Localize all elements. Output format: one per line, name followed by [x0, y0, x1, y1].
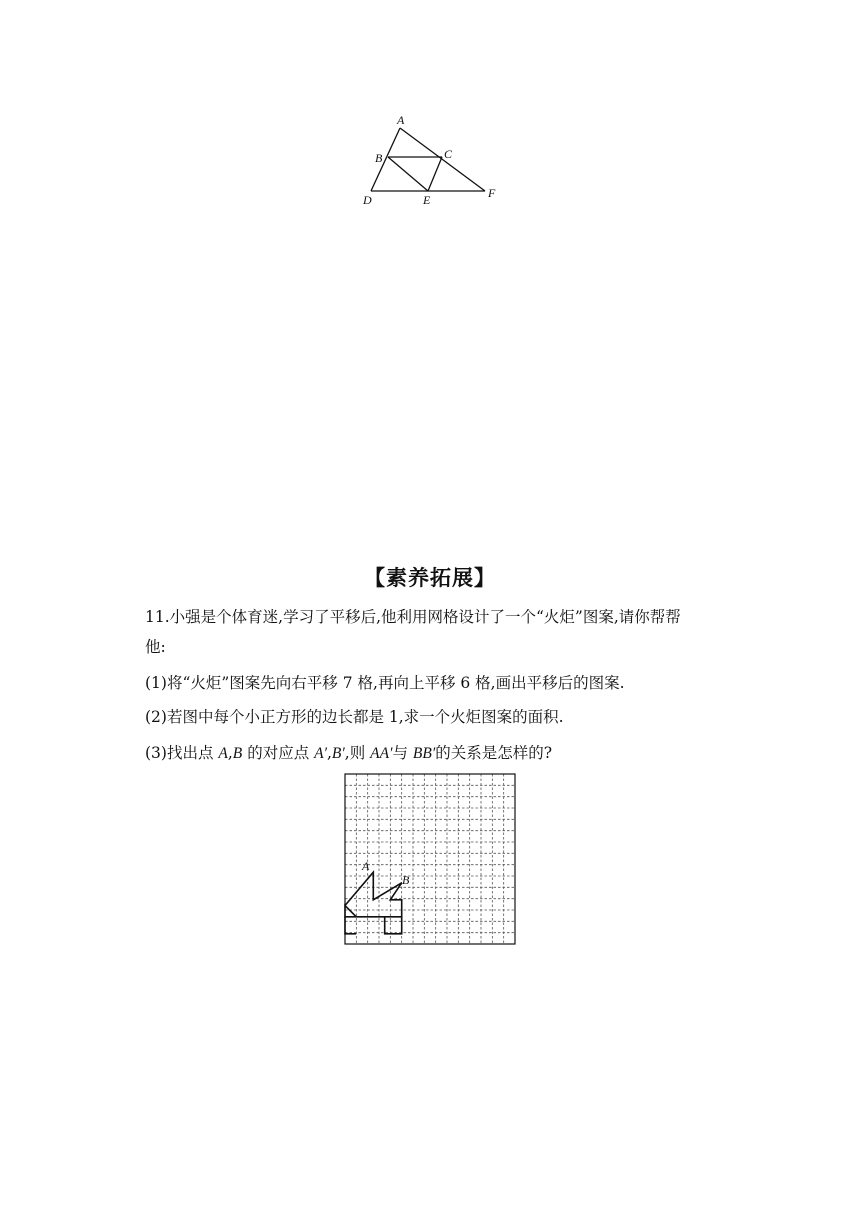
section-heading: 【素养拓展】 — [364, 566, 496, 590]
segment-BE — [388, 157, 428, 191]
part3-var-A-prime: A′ — [314, 745, 327, 762]
torch-pattern — [345, 872, 402, 934]
question-11-stem-continued: 他: — [145, 638, 166, 656]
part3-text-2: , — [227, 744, 233, 762]
grid-border — [345, 774, 515, 944]
label-E: E — [423, 193, 431, 207]
label-B: B — [375, 151, 383, 165]
part3-var-B-prime: B′ — [331, 745, 345, 762]
grid-lines — [345, 774, 515, 944]
part3-text-6: 与 — [392, 744, 413, 762]
part3-text-1: (3)找出点 — [145, 744, 219, 762]
label-point-B: B — [402, 873, 410, 887]
question-11-part-3 — [145, 742, 745, 765]
part3-text-5: ,则 — [344, 744, 371, 762]
part3-var-BB-prime: BB′ — [412, 745, 436, 762]
label-C: C — [444, 147, 453, 161]
part3-var-A: A — [218, 745, 228, 762]
label-point-A: A — [362, 859, 370, 873]
torch-handle-left — [345, 917, 356, 934]
torch-handle-right — [385, 917, 402, 934]
segment-AF — [400, 128, 485, 191]
question-11-part-1: (1)将“火炬”图案先向右平移 7 格,再向上平移 6 格,画出平移后的图案. — [145, 674, 625, 692]
question-11-part-2: (2)若图中每个小正方形的边长都是 1,求一个火炬图案的面积. — [145, 708, 564, 726]
segment-CE — [428, 157, 442, 191]
part3-text-3: 的对应点 — [242, 744, 315, 762]
part3-text-7: 的关系是怎样的? — [435, 744, 553, 762]
label-F: F — [488, 186, 496, 200]
part3-var-AA-prime: AA′ — [370, 745, 393, 762]
label-A: A — [397, 113, 405, 127]
triangle-figure — [360, 112, 510, 212]
part3-var-B: B — [232, 745, 243, 762]
grid-figure — [343, 772, 518, 947]
question-11-stem: 11.小强是个体育迷,学习了平移后,他利用网格设计了一个“火炬”图案,请你帮帮 — [145, 608, 681, 626]
part3-text-4: , — [326, 744, 332, 762]
label-D: D — [363, 193, 372, 207]
